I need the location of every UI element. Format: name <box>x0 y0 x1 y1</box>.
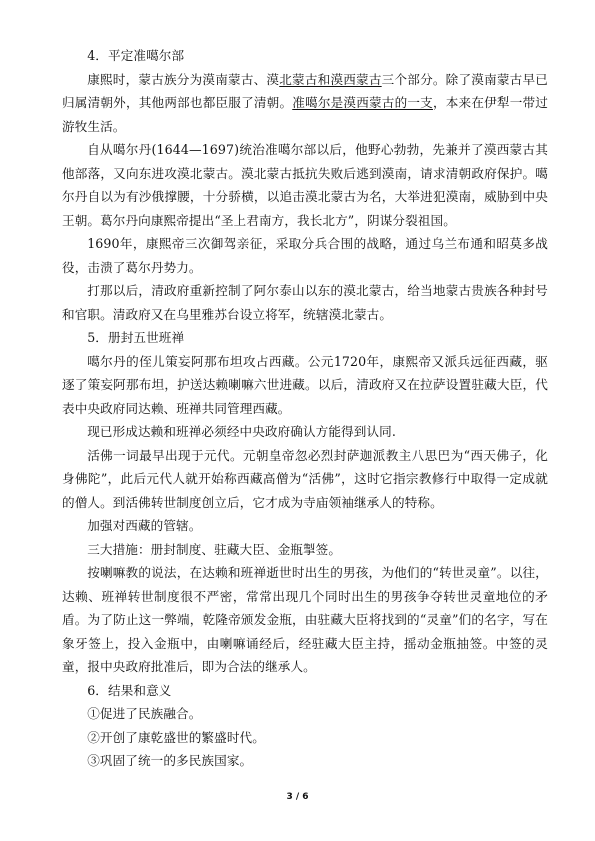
paragraph: 打那以后，清政府重新控制了阿尔泰山以东的漠北蒙古，给当地蒙古贵族各种封号和官职。清政府又在乌里雅苏台设立将军，统辖漠北蒙古。 <box>62 283 548 322</box>
page-number: 3 / 6 <box>286 792 309 802</box>
underlined-text: 准噶尔是漠西蒙古的一支 <box>292 95 433 110</box>
paragraph: 按喇嘛教的说法，在达赖和班禅逝世时出生的男孩，为他们的“转世灵童”。以往，达赖、班禅转世制度很不严密，常常出现几个同时出生的男孩争夺转世灵童地位的矛盾。为了防止这一弊端，乾隆帝颁发金瓶，由驻藏大臣将找到的“灵童”们的名字，写在象牙签上，投入金瓶中，由喇嘛诵经后，经驻藏大臣主持，摇动金瓶抽签。中签的灵童，报中央政府批准后，即为合法的继承人。 <box>62 565 548 674</box>
paragraph: 自从噶尔丹(1644—1697)统治准噶尔部以后，他野心勃勃，先兼并了漠西蒙古其他部落，又向东进攻漠北蒙古。漠北蒙古抵抗失败后逃到漠南，请求清朝政府保护。噶尔丹自以为有沙俄撑腰，十分骄横，以追击漠北蒙古为名，大举进犯漠南，威胁到中央王朝。葛尔丹向康熙帝提出“圣上君南方，我长北方”，阴谋分裂祖国。 <box>62 142 548 228</box>
paragraph: 现已形成达赖和班禅必须经中央政府确认方能得到认同. <box>87 424 396 439</box>
underlined-text: 北蒙古和漠西蒙古 <box>279 71 382 87</box>
list-item: ③巩固了统一的多民族国家。 <box>87 753 253 768</box>
paragraph: 三大措施：册封制度、驻藏大臣、金瓶掣签。 <box>87 541 342 557</box>
paragraph: 1690年，康熙帝三次御驾亲征，采取分兵合围的战略，通过乌兰布通和昭莫多战役，击溃了葛尔丹势力。 <box>62 236 548 275</box>
paragraph <box>62 68 548 139</box>
list-item: ②开创了康乾盛世的繁盛时代。 <box>87 729 265 745</box>
text-run: ，本来在伊犁一带过游牧生活。 <box>62 95 548 134</box>
document-body <box>62 44 548 773</box>
text-run: 三个部分。除了漠南蒙古早已归属清朝外，其他两部也都臣服了清朝。 <box>62 71 548 110</box>
section-heading: 4．平定准噶尔部 <box>87 48 185 63</box>
section-heading: 6．结果和意义 <box>87 682 172 698</box>
paragraph: 活佛一词最早出现于元代。元朝皇帝忽必烈封萨迦派教主八思巴为“西天佛子，化身佛陀”，此后元代人就开始称西藏高僧为“活佛”，这时它指宗教修行中取得一定成就的僧人。到活佛转世制度创立后，它才成为寺庙领袖继承人的特称。 <box>62 447 548 510</box>
paragraph: 噶尔丹的侄儿策妄阿那布坦攻占西藏。公元1720年，康熙帝又派兵远征西藏，驱逐了策妄阿那布坦，护送达赖喇嘛六世进藏。以后，清政府又在拉萨设置驻藏大臣，代表中央政府同达赖、班禅共同管理西藏。 <box>62 353 548 416</box>
list-item: ①促进了民族融合。 <box>87 706 202 721</box>
text-run: 康熙时，蒙古族分为漠南蒙古、漠 <box>87 71 280 87</box>
section-heading: 5．册封五世班禅 <box>87 330 185 345</box>
paragraph: 加强对西藏的管辖。 <box>87 518 202 533</box>
